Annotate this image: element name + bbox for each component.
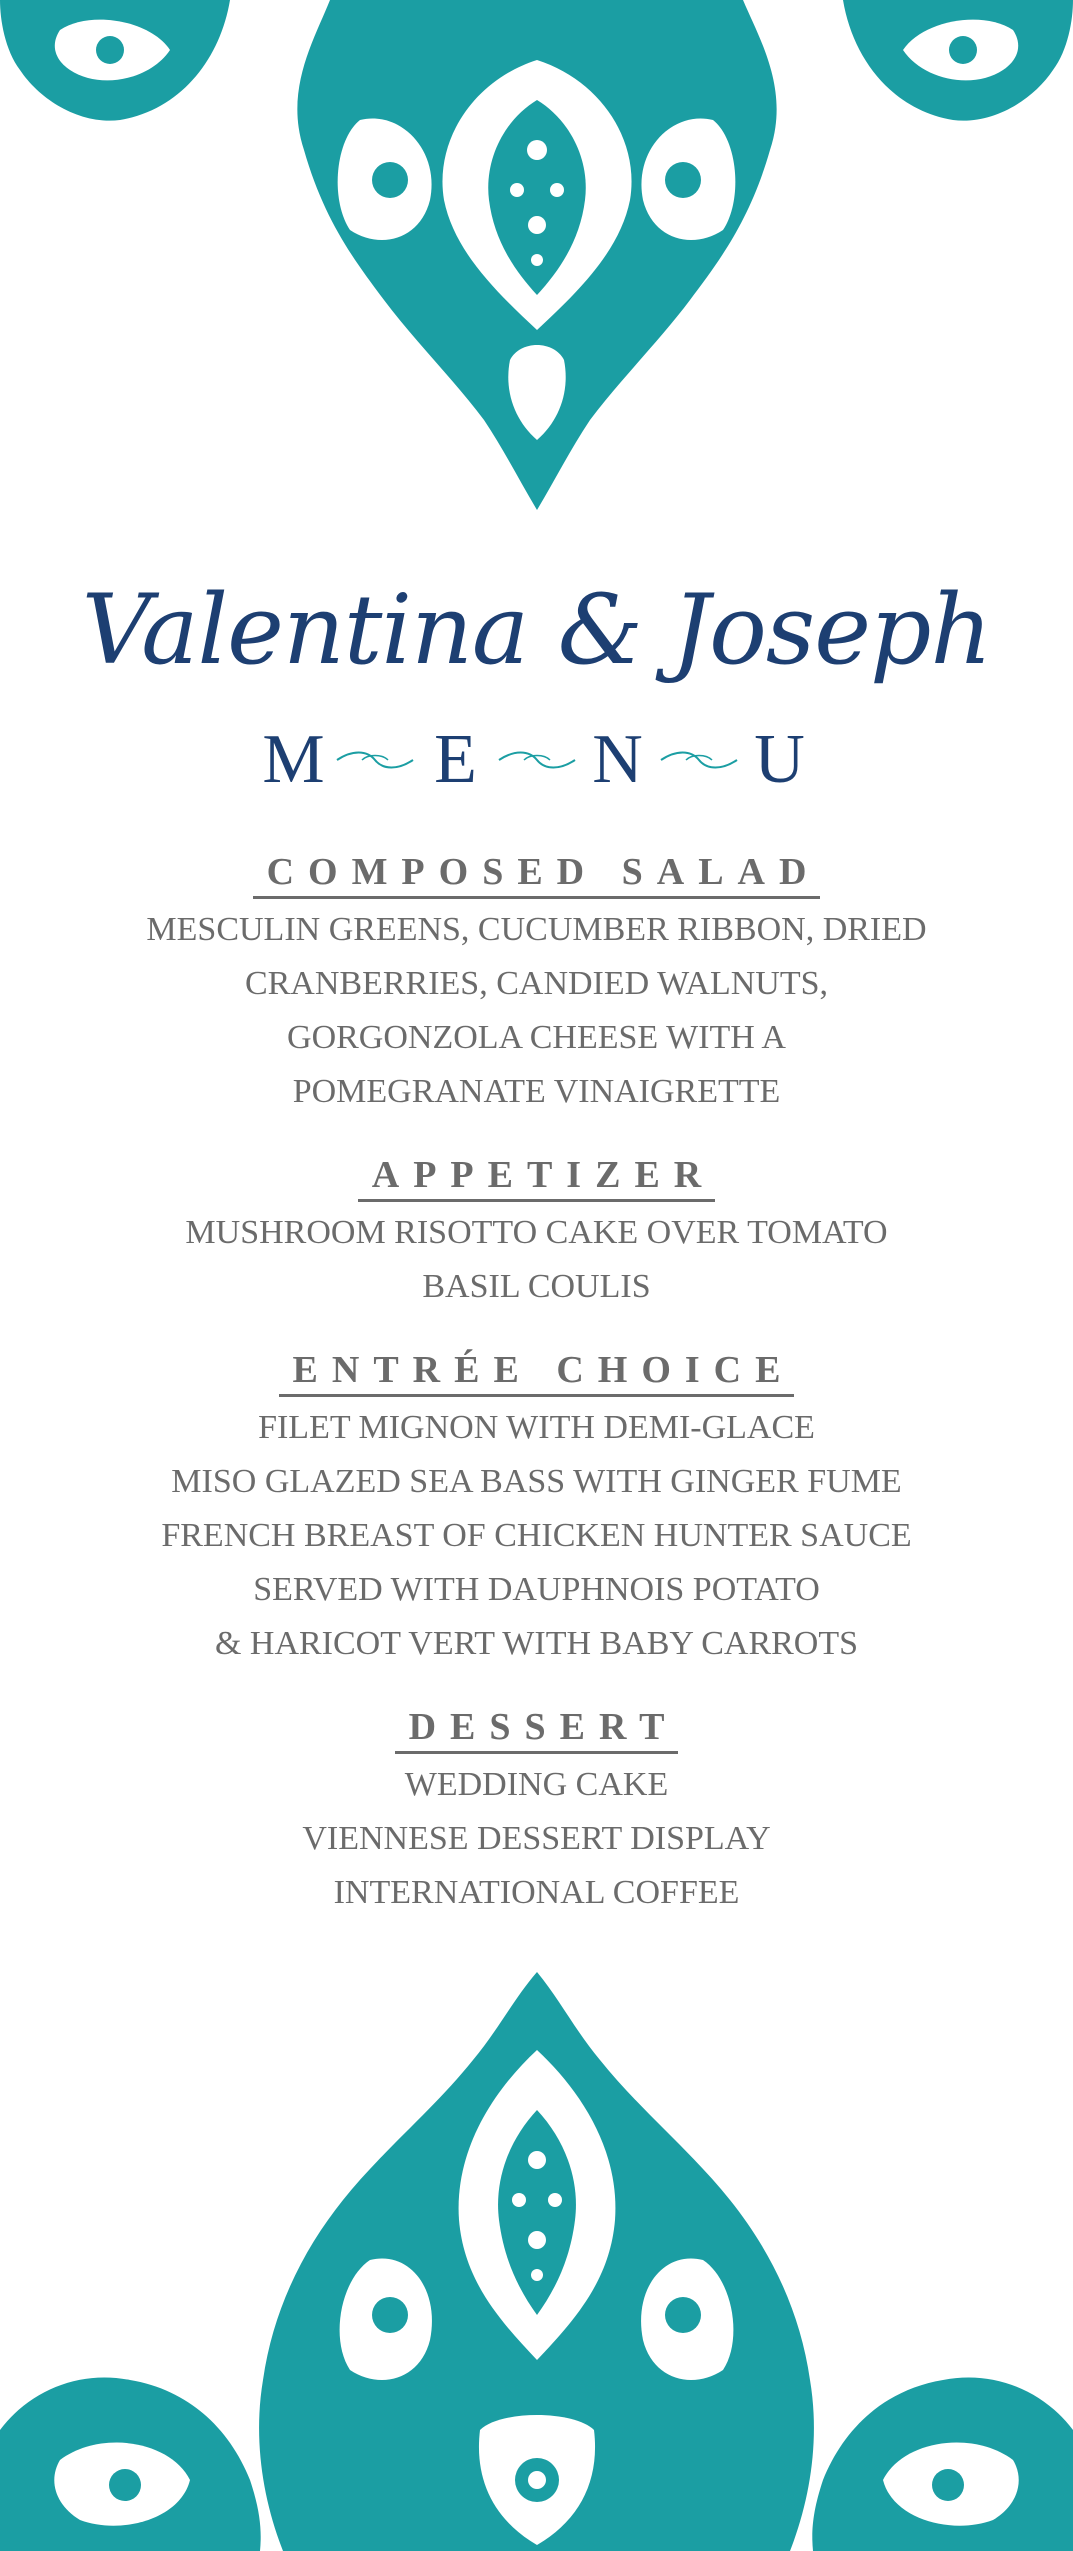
section-composed-salad xyxy=(80,850,993,1119)
menu-item: FILET MIGNON WITH DEMI-GLACE xyxy=(258,1409,815,1446)
menu-item: VIENNESE DESSERT DISPLAY xyxy=(302,1820,771,1857)
menu-item: & HARICOT VERT WITH BABY CARROTS xyxy=(214,1625,859,1662)
menu-item: FRENCH BREAST OF CHICKEN HUNTER SAUCE xyxy=(161,1517,912,1554)
section-heading: COMPOSED SALAD xyxy=(253,850,821,899)
flourish-icon xyxy=(494,745,580,775)
menu-title xyxy=(0,715,1073,805)
menu-letter-n: N xyxy=(592,721,643,798)
menu-letter-e: E xyxy=(434,721,477,798)
couple-names: Valentina & Joseph xyxy=(81,574,992,686)
flourish-icon xyxy=(656,745,742,775)
section-appetizer xyxy=(80,1153,993,1314)
menu-content xyxy=(80,850,993,1954)
section-heading: DESSERT xyxy=(395,1705,679,1754)
menu-item: MUSHROOM RISOTTO CAKE OVER TOMATO xyxy=(185,1214,888,1251)
damask-ornament-bottom xyxy=(0,1960,1073,2551)
menu-item: SERVED WITH DAUPHNOIS POTATO xyxy=(253,1571,820,1608)
menu-item: GORGONZOLA CHEESE WITH A xyxy=(287,1019,786,1056)
menu-item: WEDDING CAKE xyxy=(404,1766,669,1803)
menu-item: CRANBERRIES, CANDIED WALNUTS, xyxy=(244,965,829,1002)
menu-item: MISO GLAZED SEA BASS WITH GINGER FUME xyxy=(171,1463,902,1500)
menu-item: MESCULIN GREENS, CUCUMBER RIBBON, DRIED xyxy=(146,911,927,948)
flourish-icon xyxy=(332,745,418,775)
menu-item: POMEGRANATE VINAIGRETTE xyxy=(292,1073,781,1110)
menu-letter-u: U xyxy=(754,721,805,798)
section-entree-choice xyxy=(80,1348,993,1671)
menu-item: INTERNATIONAL COFFEE xyxy=(333,1874,740,1911)
menu-letter-m: M xyxy=(262,721,325,798)
menu-item: BASIL COULIS xyxy=(422,1268,651,1305)
section-heading: APPETIZER xyxy=(358,1153,715,1202)
damask-ornament-top xyxy=(0,0,1073,520)
section-heading: ENTRÉE CHOICE xyxy=(279,1348,795,1397)
section-dessert xyxy=(80,1705,993,1920)
